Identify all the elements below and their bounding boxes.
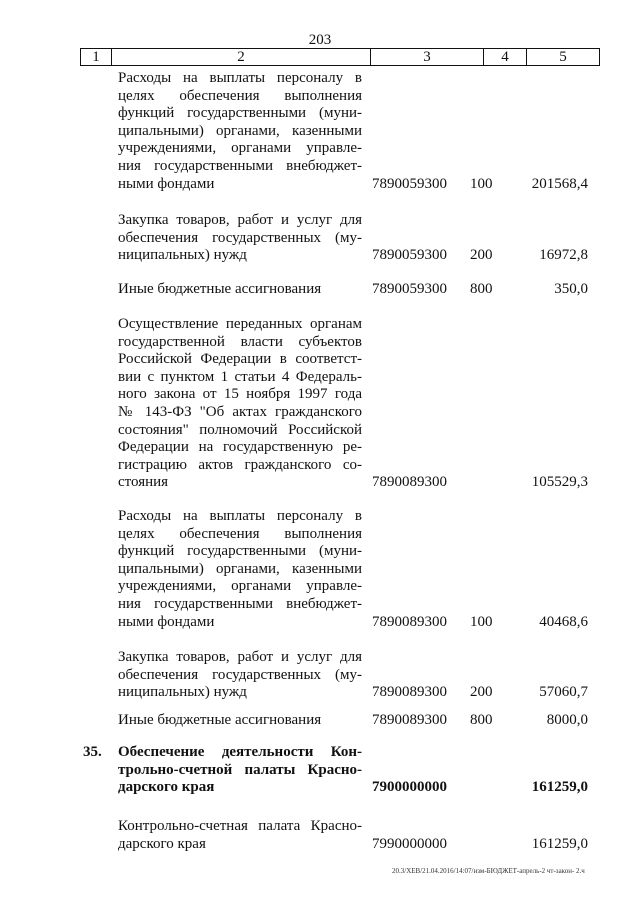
row-description (118, 712, 362, 730)
row-description (118, 508, 362, 631)
description-line: гистрацию актов гражданского со- (118, 456, 362, 473)
column-header-3: 3 (371, 49, 484, 66)
row-expense-type: 200 (470, 684, 493, 701)
description-line: учреждениями, органами управле- (118, 140, 362, 157)
row-amount: 161259,0 (531, 779, 588, 796)
description-line: ципальными) органами, казенными (118, 122, 362, 139)
description-line: состояния" полномочий Российской (118, 421, 362, 438)
row-description (118, 281, 362, 299)
description-line: Российской Федерации в соответст- (118, 351, 362, 368)
row-amount: 16972,8 (539, 247, 588, 264)
row-code: 7890059300 (372, 281, 447, 297)
description-line: № 143-ФЗ "Об актах гражданского (118, 403, 362, 420)
row-amount: 57060,7 (539, 684, 588, 701)
row-amount: 350,0 (554, 281, 588, 297)
row-code: 7890089300 (372, 712, 447, 728)
row-code: 7890089300 (372, 613, 447, 630)
description-line: целях обеспечения выполнения (118, 525, 362, 542)
description-line: Иные бюджетные ассигнования (118, 281, 322, 297)
description-line: стояния (118, 474, 169, 491)
row-code: 7890059300 (372, 247, 447, 264)
row-expense-type: 800 (470, 712, 493, 728)
description-line: ния государственными внебюджет- (118, 595, 362, 612)
description-line: трольно-счетной палаты Красно- (118, 761, 362, 778)
description-line: Обеспечение деятельности Кон- (118, 744, 362, 760)
description-line: Федерации на государственную ре- (118, 439, 362, 456)
row-description (118, 316, 362, 492)
row-amount: 201568,4 (531, 175, 588, 192)
description-line: ципальными) органами, казенными (118, 560, 362, 577)
row-expense-type: 200 (470, 247, 493, 264)
row-amount: 8000,0 (546, 712, 588, 728)
description-line: ния государственными внебюджет- (118, 157, 362, 174)
row-amount: 161259,0 (531, 835, 588, 852)
description-line: ного закона от 15 ноября 1997 года (118, 386, 362, 403)
row-expense-type: 100 (470, 175, 493, 192)
row-expense-type: 100 (470, 613, 493, 630)
row-amount: 105529,3 (531, 474, 588, 491)
description-line: Расходы на выплаты персоналу в (118, 508, 362, 524)
description-line: ными фондами (118, 175, 215, 192)
column-header-1: 1 (81, 49, 112, 66)
row-description (118, 70, 362, 193)
description-line: дарского края (118, 835, 206, 852)
row-code: 7890089300 (372, 684, 447, 701)
row-code: 7890089300 (372, 474, 447, 491)
description-line: Осуществление переданных органам (118, 316, 362, 332)
column-header-2: 2 (112, 49, 371, 66)
row-number: 35. (83, 744, 102, 760)
description-line: ниципальных) нужд (118, 247, 247, 264)
description-line: функций государственными (муни- (118, 105, 362, 122)
column-header-5: 5 (527, 49, 600, 66)
description-line: государственной власти субъектов (118, 333, 362, 350)
description-line: Контрольно-счетная палата Красно- (118, 818, 362, 834)
description-line: Закупка товаров, работ и услуг для (118, 212, 362, 228)
description-line: обеспечения государственных (му- (118, 229, 362, 246)
description-line: функций государственными (муни- (118, 543, 362, 560)
column-header-table (80, 48, 600, 66)
description-line: учреждениями, органами управле- (118, 578, 362, 595)
row-description (118, 818, 362, 853)
page-number: 203 (308, 32, 332, 48)
description-line: целях обеспечения выполнения (118, 87, 362, 104)
description-line: ными фондами (118, 613, 215, 630)
row-code: 7990000000 (372, 835, 447, 852)
description-line: обеспечения государственных (му- (118, 666, 362, 683)
row-amount: 40468,6 (539, 613, 588, 630)
row-description (118, 649, 362, 702)
document-footer: 20.3/ХЕВ/21.04.2016/14:07/изм-БЮДЖЕТ-апрель-2 чт-закон- 2.ч (392, 867, 585, 875)
description-line: Иные бюджетные ассигнования (118, 712, 322, 728)
description-line: Закупка товаров, работ и услуг для (118, 649, 362, 665)
row-description (118, 212, 362, 265)
row-code: 7900000000 (372, 779, 447, 796)
description-line: вии с пунктом 1 статьи 4 Федераль- (118, 368, 362, 385)
description-line: дарского края (118, 779, 215, 796)
description-line: ниципальных) нужд (118, 684, 247, 701)
row-description (118, 744, 362, 797)
row-code: 7890059300 (372, 175, 447, 192)
description-line: Расходы на выплаты персоналу в (118, 70, 362, 86)
row-expense-type: 800 (470, 281, 493, 297)
column-header-4: 4 (484, 49, 527, 66)
